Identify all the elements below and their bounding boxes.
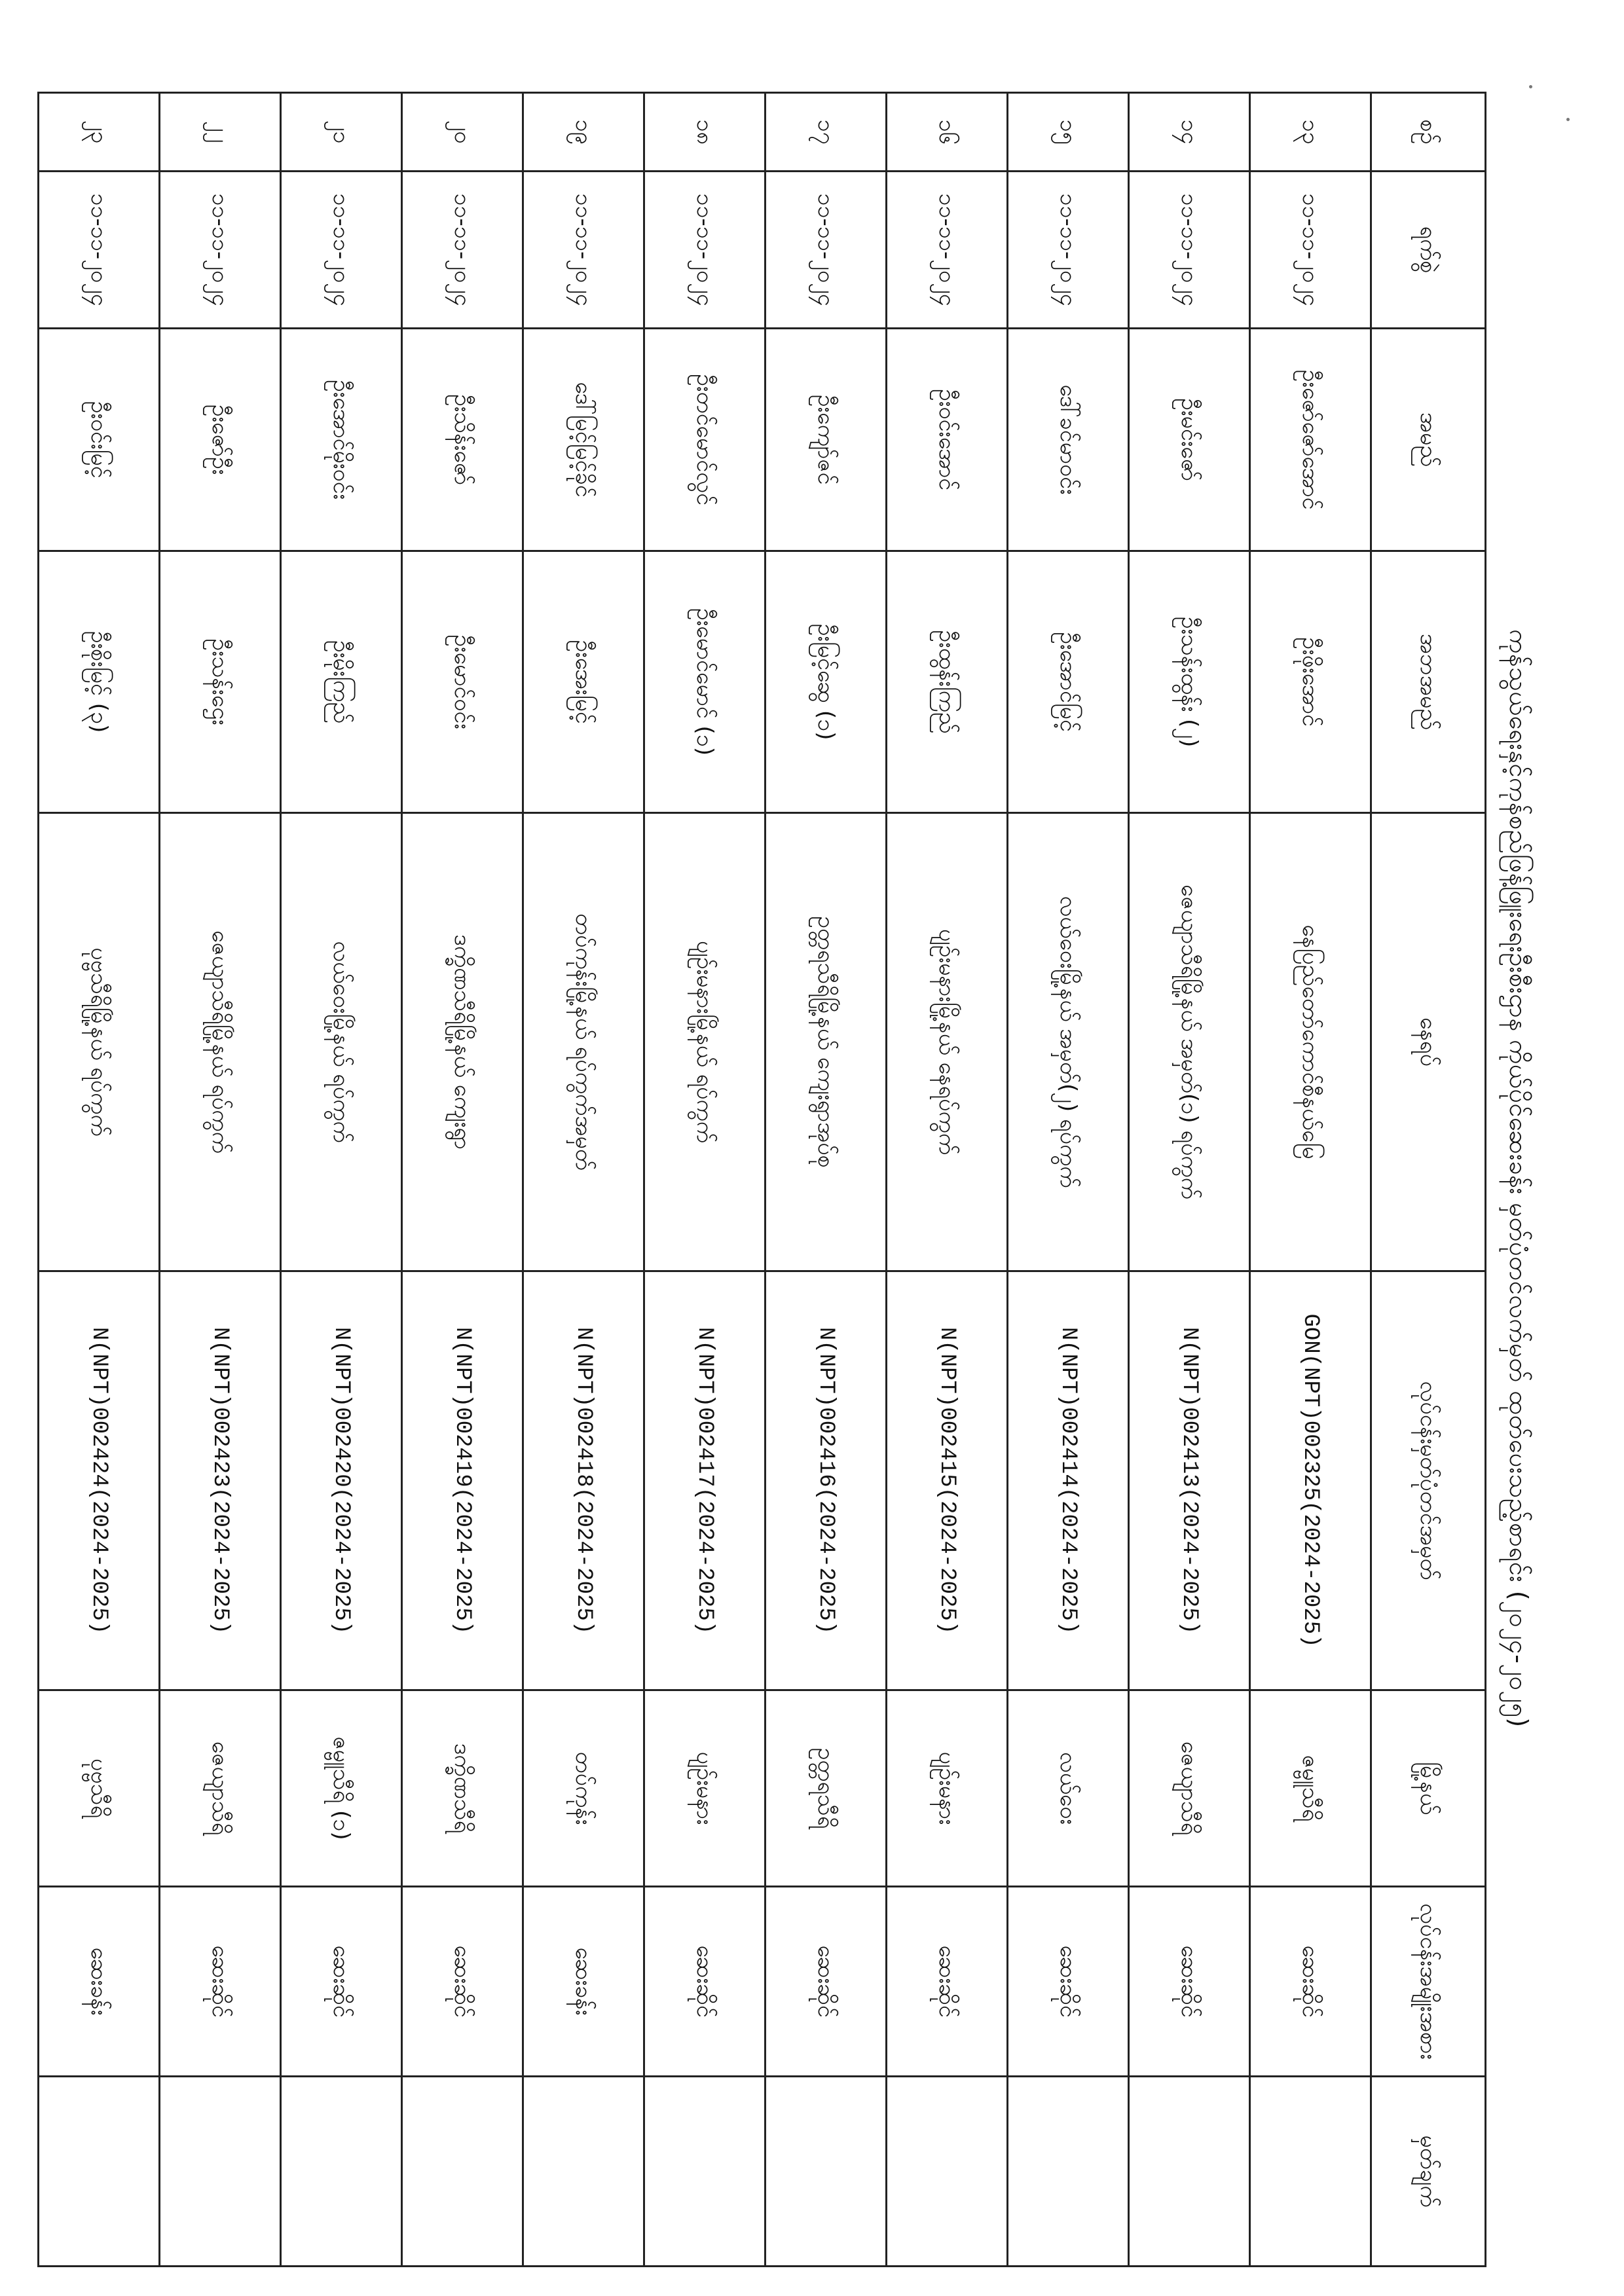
row-date: ၁၁-၁၁-၂၀၂၄	[644, 172, 766, 329]
row-license-number: N(NPT)002418(2024-2025)	[523, 1271, 644, 1690]
row-remark	[523, 2077, 644, 2267]
row-license-number: N(NPT)002416(2024-2025)	[766, 1271, 887, 1690]
row-number: ၁၆	[887, 93, 1008, 172]
table-row	[402, 93, 523, 2267]
row-number: ၂၂	[160, 93, 281, 172]
row-date: ၁၁-၁၁-၂၀၂၄	[887, 172, 1008, 329]
row-address: ဒက္ခိဏသီရိမြို့နယ် ကျေးရွာ	[402, 813, 523, 1271]
row-township: ဥတ္တရသီရိ	[766, 1690, 887, 1887]
row-license-number: N(NPT)002423(2024-2025)	[160, 1271, 281, 1690]
row-number: ၁၈	[644, 93, 766, 172]
row-father-name: ဦးဖိုးအောင်	[1250, 551, 1371, 813]
row-remark	[402, 2077, 523, 2267]
row-township: လယ်ဝေး	[1008, 1690, 1129, 1887]
row-license-number: N(NPT)002419(2024-2025)	[402, 1271, 523, 1690]
row-license-number: N(NPT)002414(2024-2025)	[1008, 1271, 1129, 1690]
row-date: ၁၁-၁၁-၂၀၂၄	[39, 172, 160, 329]
row-father-name: ဦးမြင့်ဆွေ (၁)	[766, 551, 887, 813]
row-remark	[1008, 2077, 1129, 2267]
row-license-number: N(NPT)002420(2024-2025)	[281, 1271, 402, 1690]
row-date: ၁၁-၁၁-၂၀၂၄	[523, 172, 644, 329]
row-name: ဒေါ်မြင့်မြင့်ခိုင်	[523, 329, 644, 551]
row-township: ဇေယျာသီရိ	[160, 1690, 281, 1887]
row-business-type: ဆေးဆိုင်	[887, 1887, 1008, 2077]
row-township: ပျဉ်းမနား	[644, 1690, 766, 1887]
row-remark	[1129, 2077, 1250, 2267]
row-business-type: ဆေးဆိုင်	[1008, 1887, 1129, 2077]
row-father-name: ဦးအေးမြင့်	[523, 551, 644, 813]
row-address: တပ်ကုန်းမြို့နယ် ရပ်ကွက်အမှတ်	[523, 813, 644, 1271]
column-header-name: အမည်	[1371, 329, 1486, 551]
row-number: ၂၃	[39, 93, 160, 172]
table-row	[523, 93, 644, 2267]
column-header-license-number: လုပ်ငန်းမှတ်ပုံတင်အမှတ်	[1371, 1271, 1486, 1690]
table-row	[1008, 93, 1129, 2267]
row-remark	[644, 2077, 766, 2267]
table-row	[644, 93, 766, 2267]
row-business-type: ဆေးခန်း	[523, 1887, 644, 2077]
row-address: နေပြည်တော်ကောင်စီနယ်မြေ	[1250, 813, 1371, 1271]
row-name: ဦးမင်းဇော်	[1129, 329, 1250, 551]
row-remark	[1250, 2077, 1371, 2267]
row-remark	[39, 2077, 160, 2267]
row-business-type: ဆေးဆိုင်	[766, 1887, 887, 2077]
column-header-township: မြို့နယ်	[1371, 1690, 1486, 1887]
row-township: တပ်ကုန်း	[523, 1690, 644, 1887]
row-date: ၁၁-၁၁-၂၀၂၄	[281, 172, 402, 329]
scan-speck	[1529, 85, 1532, 88]
register-table	[37, 92, 1486, 2267]
row-date: ၁၁-၁၁-၂၀၂၄	[766, 172, 887, 329]
row-license-number: N(NPT)002415(2024-2025)	[887, 1271, 1008, 1690]
row-address: လယ်ဝေးမြို့နယ် ရပ်ကွက်	[281, 813, 402, 1271]
row-date: ၁၁-၁၁-၂၀၂၄	[160, 172, 281, 329]
scan-speck	[1566, 118, 1570, 121]
row-father-name: ဦးသန်းထွန်း (၂)	[1129, 551, 1250, 813]
row-name: ဒေါ်ခင်မာဝင်း	[1008, 329, 1129, 551]
row-address: လယ်ဝေးမြို့နယ် အမှတ်(၂) ရပ်ကွက်	[1008, 813, 1129, 1271]
column-header-number: စဉ်	[1371, 93, 1486, 172]
row-address: ဥတ္တရသီရိမြို့နယ် ကျေးရွာအုပ်စု	[766, 813, 887, 1271]
row-license-number: N(NPT)002417(2024-2025)	[644, 1271, 766, 1690]
row-remark	[887, 2077, 1008, 2267]
row-name: ဦးဇော်ဇော်အောင်	[1250, 329, 1371, 551]
document-heading: ကုန်သွယ်ရေးနှင့်ကုန်စည်ဖြန့်ဖြူးရေးဦးစီးဌာန ကိုယ်ပိုင်ဆေးခန်း မှတ်ပုံတင်လက်မှတ် ထုတ်ပေးသည့်စာရင်း (၂၀၂၄-၂၀၂၅)	[1504, 629, 1533, 1728]
row-remark	[766, 2077, 887, 2267]
row-township: ပုဗ္ဗသီရိ	[39, 1690, 160, 1887]
table-row	[1250, 93, 1371, 2267]
table-row	[887, 93, 1008, 2267]
row-remark	[160, 2077, 281, 2267]
row-date: ၁၁-၁၁-၂၀၂၄	[1008, 172, 1129, 329]
table-row	[160, 93, 281, 2267]
row-father-name: ဦးအောင်မြင့်	[1008, 551, 1129, 813]
row-number: ၁၅	[1008, 93, 1129, 172]
row-business-type: ဆေးဆိုင်	[1129, 1887, 1250, 2077]
table-row	[1129, 93, 1250, 2267]
row-license-number: N(NPT)002424(2024-2025)	[39, 1271, 160, 1690]
row-father-name: ဦးမောင်မောင် (၁)	[644, 551, 766, 813]
row-number: ၂၁	[281, 93, 402, 172]
row-address: ပုဗ္ဗသီရိမြို့နယ် ရပ်ကွက်	[39, 813, 160, 1271]
row-address: ပျဉ်းမနားမြို့နယ် ရပ်ကွက်	[644, 813, 766, 1271]
row-business-type: ဆေးဆိုင်	[644, 1887, 766, 2077]
row-name: ဦးသိန်းဇော်	[402, 329, 523, 551]
row-number: ၁၃	[1250, 93, 1371, 172]
row-business-type: ဆေးဆိုင်	[402, 1887, 523, 2077]
row-license-number: GON(NPT)002325(2024-2025)	[1250, 1271, 1371, 1690]
table-row	[281, 93, 402, 2267]
row-date: ၁၁-၁၁-၂၀၂၄	[1129, 172, 1250, 329]
column-header-father-name: အဘအမည်	[1371, 551, 1486, 813]
row-township: ဇေယျာသီရိ	[1129, 1690, 1250, 1887]
row-name: ဦးဝင်းအောင်	[887, 329, 1008, 551]
row-name: ဦးဇော်ဦး	[160, 329, 281, 551]
row-number: ၁၄	[1129, 93, 1250, 172]
row-township: ဒက္ခိဏသီရိ	[402, 1690, 523, 1887]
column-header-address: နေရပ်	[1371, 813, 1486, 1271]
table-header-row	[1371, 93, 1486, 2267]
row-township: ဇမ္ဗူသီရိ	[1250, 1690, 1371, 1887]
row-father-name: ဦးသန်းဌေး	[160, 551, 281, 813]
row-father-name: ဦးမိုးကြည်	[281, 551, 402, 813]
row-township: ဇမ္ဗူသီရိ (၁)	[281, 1690, 402, 1887]
row-business-type: ဆေးဆိုင်	[1250, 1887, 1371, 2077]
row-number: ၁၇	[766, 93, 887, 172]
column-header-remark: မှတ်ချက်	[1371, 2077, 1486, 2267]
rotated-register-sheet	[86, 92, 1545, 2265]
row-name: ဦးတင်မောင်လွင်	[644, 329, 766, 551]
row-father-name: ဦးစိုးမြင့် (၃)	[39, 551, 160, 813]
column-header-business-type: လုပ်ငန်းအမျိုးအစား	[1371, 1887, 1486, 2077]
row-address: ဇေယျာသီရိမြို့နယ် ရပ်ကွက်	[160, 813, 281, 1271]
row-address: ပျဉ်းမနားမြို့နယ် နေရပ်ကွက်	[887, 813, 1008, 1271]
row-name: ဦးဝင်းမြင့်	[39, 329, 160, 551]
row-name: ဦးကျော်ဇင်	[766, 329, 887, 551]
row-date: ၁၁-၁၁-၂၀၂၄	[402, 172, 523, 329]
row-license-number: N(NPT)002413(2024-2025)	[1129, 1271, 1250, 1690]
row-number: ၂၀	[402, 93, 523, 172]
row-business-type: ဆေးဆိုင်	[160, 1887, 281, 2077]
row-number: ၁၉	[523, 93, 644, 172]
row-address: ဇေယျာသီရိမြို့နယ် အမှတ်(၁) ရပ်ကွက်	[1129, 813, 1250, 1271]
column-header-date: ရက်စွဲ	[1371, 172, 1486, 329]
row-business-type: ဆေးဆိုင်	[281, 1887, 402, 2077]
table-row	[39, 93, 160, 2267]
row-township: ပျဉ်းမနား	[887, 1690, 1008, 1887]
row-name: ဦးအောင်မိုးဝင်း	[281, 329, 402, 551]
row-date: ၁၁-၁၁-၂၀၂၄	[1250, 172, 1371, 329]
table-row	[766, 93, 887, 2267]
row-father-name: ဦးမောင်ဝင်း	[402, 551, 523, 813]
row-father-name: ဦးထွန်းကြည်	[887, 551, 1008, 813]
row-business-type: ဆေးခန်း	[39, 1887, 160, 2077]
row-remark	[281, 2077, 402, 2267]
